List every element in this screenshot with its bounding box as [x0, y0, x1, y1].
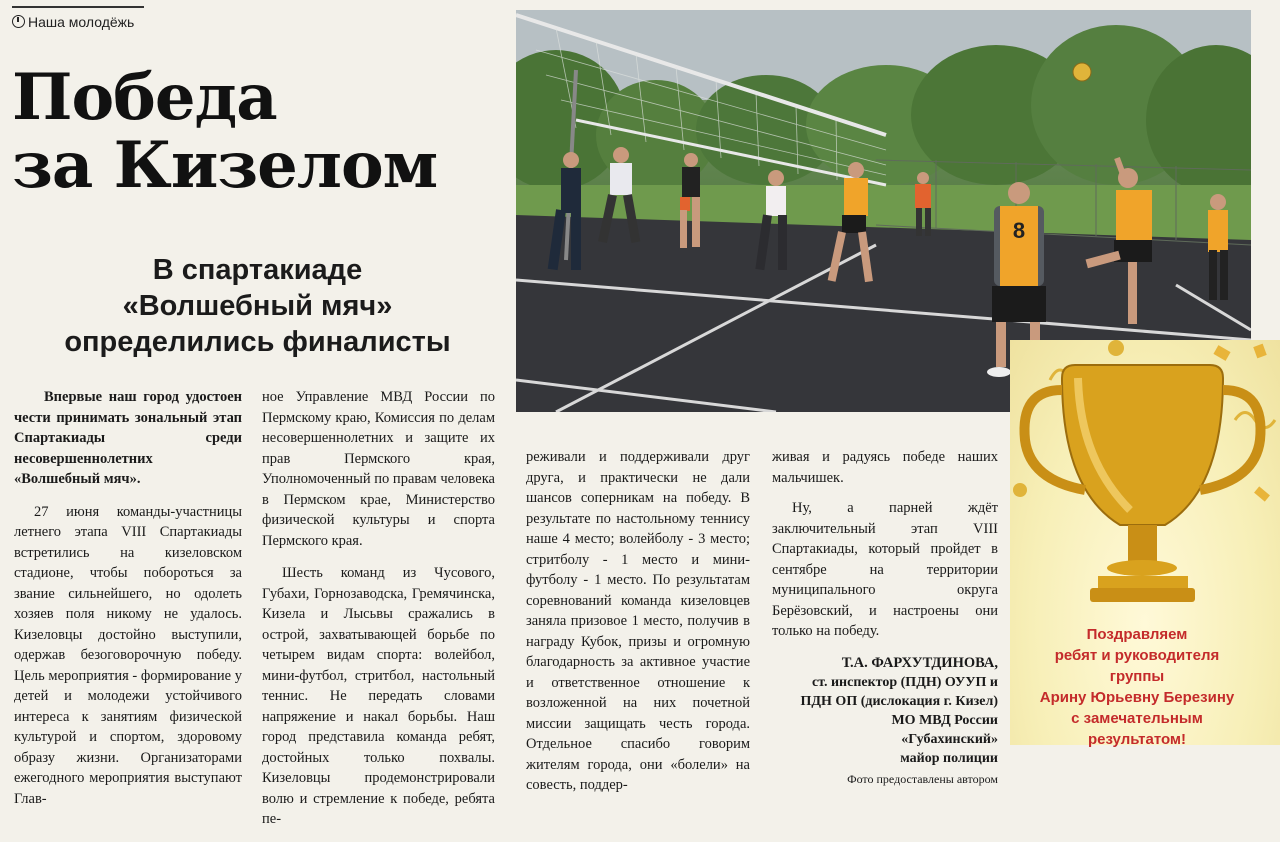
congratulations-text — [1022, 624, 1252, 750]
subhead-line-3: определились финалисты — [64, 326, 451, 358]
author-role: ст. инспектор (ПДН) ОУУП и — [811, 674, 998, 690]
photo-credit: Фото предоставлены автором — [847, 771, 998, 786]
article-column-4 — [772, 447, 998, 789]
promo-line: результатом! — [1087, 731, 1187, 748]
paragraph: Ну, а парней ждёт заключительный этап VIII Спартакиады, который пройдет в сентябре на территории муниципального округа Берёзовский, и настроены они только на победу. — [772, 500, 998, 639]
subheadline — [30, 252, 485, 360]
author-name: Т.А. ФАРХУТДИНОВА, — [841, 654, 998, 671]
clock-icon — [12, 15, 25, 28]
trophy-cup-icon — [1024, 365, 1260, 602]
lead-paragraph: Впервые наш город удостоен чести принимать зональный этап Спартакиады среди несовершеннолетних «Волшебный мяч». — [14, 389, 242, 487]
paragraph: Шесть команд из Чусового, Губахи, Горнозаводска, Гремячинска, Кизела и Лысьвы сражались в острой, захватывающей борьбе по четырем видам спорта: волейбол, мини-футбол, стритбол, настольный теннис. Не передать словами напряжение и накал борьбы. Наш город представила команда ребят, достойных только похвалы. Кизеловцы продемонстрировали волю и стремление к победе, ребята пе- — [262, 565, 495, 827]
promo-line: группы — [1109, 668, 1165, 685]
author-role: МО МВД России — [891, 712, 998, 728]
promo-line: Арину Юрьевну Березину — [1039, 689, 1235, 706]
paragraph: 27 июня команды-участницы летнего этапа VIII Спартакиады встретились на кизеловском стадионе, чтобы побороться за звание сильнейшего, но одолеть хозяев поля никому не удалось. Кизеловцы достойно выступили, одержав безоговорочную победу. Цель мероприятия - формирование у детей и молодежи устойчивого интереса к занятиям физической культурой и спортом, здоровому образу жизни. Организаторами ежегодного мероприятия выступают Глав- — [14, 503, 242, 807]
promo-line: Поздравляем — [1086, 626, 1188, 643]
author-rank: майор полиции — [900, 750, 998, 766]
subhead-line-1: В спартакиаде — [152, 254, 363, 286]
subhead-line-2: «Волшебный мяч» — [122, 290, 393, 322]
volleyball-ball — [1073, 63, 1091, 81]
article-column-3 — [526, 447, 750, 808]
rubric-label: Наша молодёжь — [28, 14, 135, 30]
author-role: «Губахинский» — [901, 731, 998, 747]
headline — [12, 60, 512, 203]
jersey-number: 8 — [1012, 218, 1026, 243]
rubric-rule — [12, 6, 144, 8]
promo-line: ребят и руководителя — [1054, 647, 1220, 664]
author-role: ПДН ОП (дислокация г. Кизел) — [800, 693, 998, 709]
paragraph: реживали и поддерживали друг друга, и практически не дали шансов соперникам на победу. В результате по настольному теннису наше 4 место; волейболу - 3 место; стритболу - 1 место и мини-футболу - 1 место. По результатам соревнований команда кизеловцев заняла призовое 1 место, получив в награду Кубок, призы и огромную благодарность за активное участие и ответственное отношение к возложенной на них почетной миссии защищать честь города. Отдельное спасибо говорим жителям города, они «болели» на совесть, поддер- — [526, 449, 750, 793]
section-rubric — [12, 6, 144, 30]
promo-line: с замечательным — [1071, 710, 1203, 727]
article-column-2 — [262, 387, 495, 842]
headline-line-2: за Кизелом — [12, 128, 438, 203]
headline-line-1: Победа — [12, 60, 277, 135]
article-column-1 — [14, 387, 242, 821]
paragraph: ное Управление МВД России по Пермскому краю, Комиссия по делам несовершеннолетних и защите их прав Пермского края, Уполномоченный по правам человека в Пермском крае, Министерство физической культуры и спорта Пермского края. — [262, 389, 495, 549]
author-signature — [772, 654, 998, 789]
paragraph: живая и радуясь победе наших мальчишек. — [772, 449, 998, 486]
